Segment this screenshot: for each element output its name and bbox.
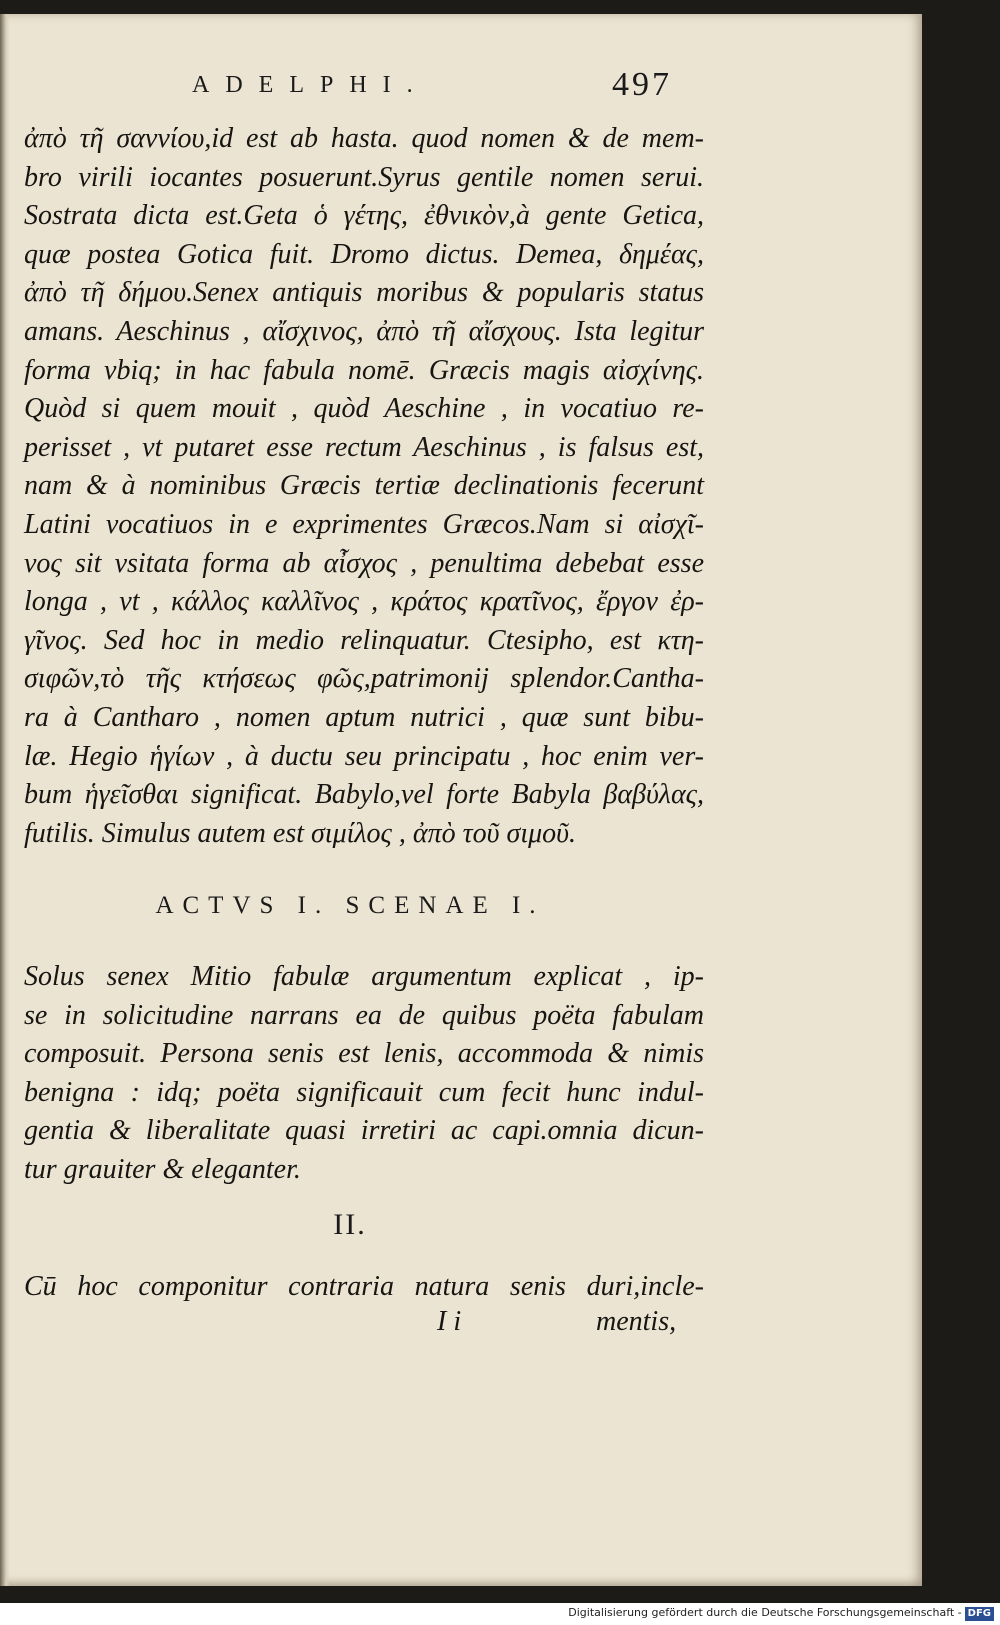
text-line: perisset , vt putaret esse rectum Aeschinus , is falsus est, bbox=[24, 431, 704, 463]
text-line: ἀπὸ τῆ δήμου.Senex antiquis moribus & popularis status bbox=[24, 277, 704, 309]
text-line: amans. Aeschinus , αἴσχινος, ἀπὸ τῆ αἴσχους. Ista legitur bbox=[24, 315, 704, 347]
signature-mark: I i bbox=[437, 1306, 462, 1337]
text-line: nam & à nominibus Græcis tertiæ declinationis fecerunt bbox=[24, 470, 704, 502]
commentary-text bbox=[24, 120, 704, 853]
scene-summary bbox=[24, 958, 704, 1190]
section-text bbox=[24, 1268, 704, 1307]
text-line: longa , vt , κάλλος καλλῖνος , κράτος κρατῖνος, ἔργον ἐρ- bbox=[24, 586, 704, 618]
text-line: Quòd si quem mouit , quòd Aeschine , in vocatiuo re- bbox=[24, 393, 704, 425]
page-header bbox=[0, 66, 922, 108]
text-line: ra à Cantharo , nomen aptum nutrici , quæ sunt bibu- bbox=[24, 701, 704, 733]
text-line: γῖνος. Sed hoc in medio relinquatur. Ctesipho, est κτη- bbox=[24, 624, 704, 656]
dfg-logo: DFG bbox=[965, 1607, 994, 1621]
text-line: bro virili iocantes posuerunt.Syrus gentile nomen serui. bbox=[24, 161, 704, 193]
digitization-credit bbox=[568, 1606, 994, 1621]
text-line: bum ἡγεῖσθαι significat. Babylo,vel forte Babyla βαβύλας, bbox=[24, 779, 704, 811]
text-line: σιφῶν,τὸ τῆς κτήσεως φῶς,patrimonij splendor.Cantha- bbox=[24, 663, 704, 695]
text-line: læ. Hegio ἡγίων , à ductu seu principatu , hoc enim ver- bbox=[24, 740, 704, 772]
section-number: II. bbox=[333, 1208, 367, 1241]
text-line: se in solicitudine narrans ea de quibus poëta fabulam bbox=[24, 999, 704, 1031]
catchword: mentis, bbox=[596, 1306, 677, 1337]
page-number: 497 bbox=[612, 66, 672, 103]
text-line: Cū hoc componitur contraria natura senis duri,incle- bbox=[24, 1271, 704, 1302]
text-line: Sostrata dicta est.Geta ὁ γέτης, ἐθνικὸν,à gente Getica, bbox=[24, 200, 704, 232]
text-line: νος sit vsitata forma ab αἶσχος , penultima debebat esse bbox=[24, 547, 704, 579]
text-line: futilis. Simulus autem est σιμίλος , ἀπὸ τοῦ σιμοῦ. bbox=[24, 817, 577, 849]
text-line: gentia & liberalitate quasi irretiri ac capi.omnia dicun- bbox=[24, 1115, 704, 1147]
page-footer-marks bbox=[0, 1306, 700, 1344]
book-page bbox=[0, 14, 922, 1586]
scene-heading: ACTVS I. SCENAE I. bbox=[155, 892, 545, 919]
text-line: composuit. Persona senis est lenis, accommoda & nimis bbox=[24, 1038, 704, 1070]
text-line: benigna : idq; poëta significauit cum fecit hunc indul- bbox=[24, 1076, 704, 1108]
running-title: ADELPHI. bbox=[192, 72, 429, 98]
text-line: Latini vocatiuos in e exprimentes Græcos.Nam si αἰσχῖ- bbox=[24, 508, 704, 540]
page-gutter-shadow bbox=[0, 14, 10, 1586]
credit-text: Digitalisierung gefördert durch die Deutsche Forschungsgemeinschaft - bbox=[568, 1606, 962, 1619]
text-line: tur grauiter & eleganter. bbox=[24, 1153, 301, 1185]
text-line: forma vbiq; in hac fabula nomē. Græcis magis αἰσχίνης. bbox=[24, 354, 704, 386]
text-line: Solus senex Mitio fabulæ argumentum explicat , ip- bbox=[24, 961, 704, 992]
text-line: ἀπὸ τῆ σαννίου,id est ab hasta. quod nomen & de mem- bbox=[24, 123, 704, 154]
text-line: quæ postea Gotica fuit. Dromo dictus. Demea, δημέας, bbox=[24, 238, 704, 270]
